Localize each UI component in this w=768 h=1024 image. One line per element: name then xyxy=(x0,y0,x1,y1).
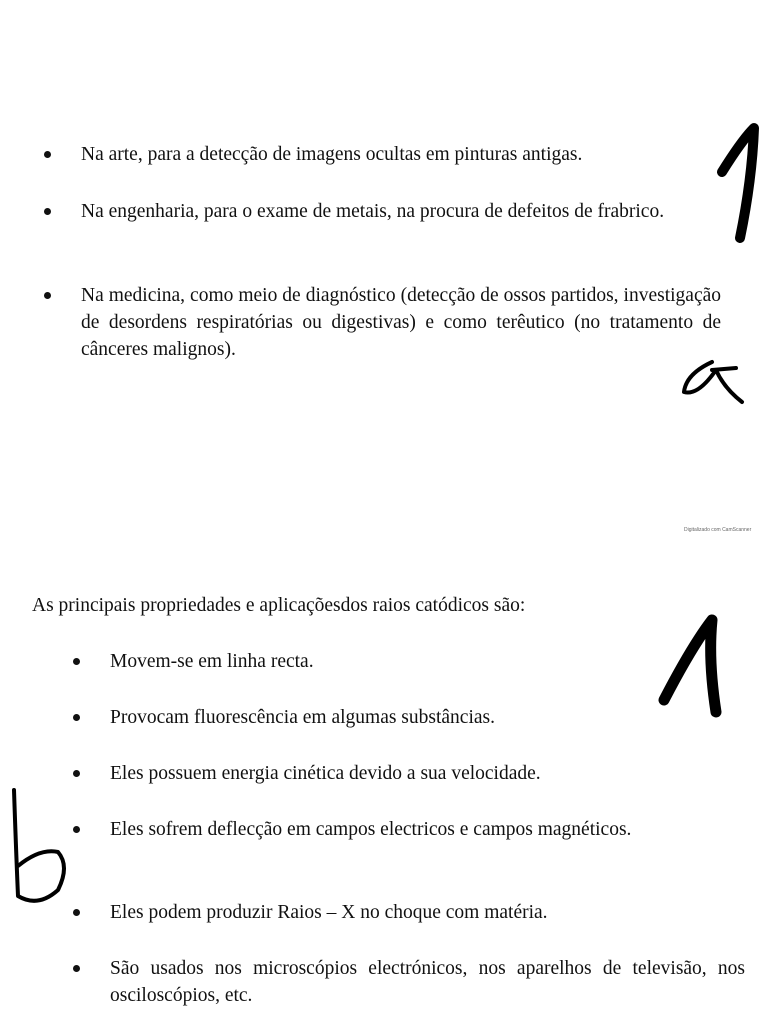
list-item-text: Na engenharia, para o exame de metais, na procura de defeitos de frabrico. xyxy=(81,201,665,222)
bullet-icon xyxy=(44,292,51,299)
list-item-text: São usados nos microscópios electrónicos, nos aparelhos de televisão, nos osciloscópios, etc. xyxy=(110,958,745,1006)
list-item xyxy=(110,704,745,731)
list-item xyxy=(110,760,745,787)
list-item-text: Provocam fluorescência em algumas substâncias. xyxy=(110,707,496,728)
list-item xyxy=(81,282,721,363)
bullet-icon xyxy=(73,965,80,972)
list-item-text: Eles sofrem deflecção em campos electricos e campos magnéticos. xyxy=(110,819,632,840)
bullet-icon xyxy=(73,770,80,777)
list-item-text: Eles podem produzir Raios – X no choque com matéria. xyxy=(110,902,548,923)
list-item-text: Na medicina, como meio de diagnóstico (detecção de ossos partidos, investigação de desordens respiratórias ou digestivas) e como terêutico (no tratamento de cânceres malignos). xyxy=(81,285,721,360)
bullet-icon xyxy=(44,151,51,158)
list-item-text: Movem-se em linha recta. xyxy=(110,651,314,672)
list-item xyxy=(110,816,745,843)
list-item xyxy=(81,198,721,225)
bullet-icon xyxy=(73,658,80,665)
list-item xyxy=(110,899,745,926)
handwritten-mark-letter-b xyxy=(14,790,64,901)
scanner-watermark: Digitalizado com CamScanner xyxy=(684,527,752,533)
bullet-icon xyxy=(44,208,51,215)
list-item-text: Eles possuem energia cinética devido a sua velocidade. xyxy=(110,763,541,784)
bullet-icon xyxy=(73,826,80,833)
section-heading: As principais propriedades e aplicaçõesdos raios catódicos são: xyxy=(32,595,526,616)
list-item xyxy=(110,648,745,675)
handwritten-mark-one-top xyxy=(722,128,754,238)
bullet-icon xyxy=(73,714,80,721)
handwritten-mark-letter-a xyxy=(684,362,742,402)
list-item xyxy=(81,141,721,168)
bullet-icon xyxy=(73,909,80,916)
list-item xyxy=(110,955,745,1009)
list-item-text: Na arte, para a detecção de imagens ocultas em pinturas antigas. xyxy=(81,144,583,165)
